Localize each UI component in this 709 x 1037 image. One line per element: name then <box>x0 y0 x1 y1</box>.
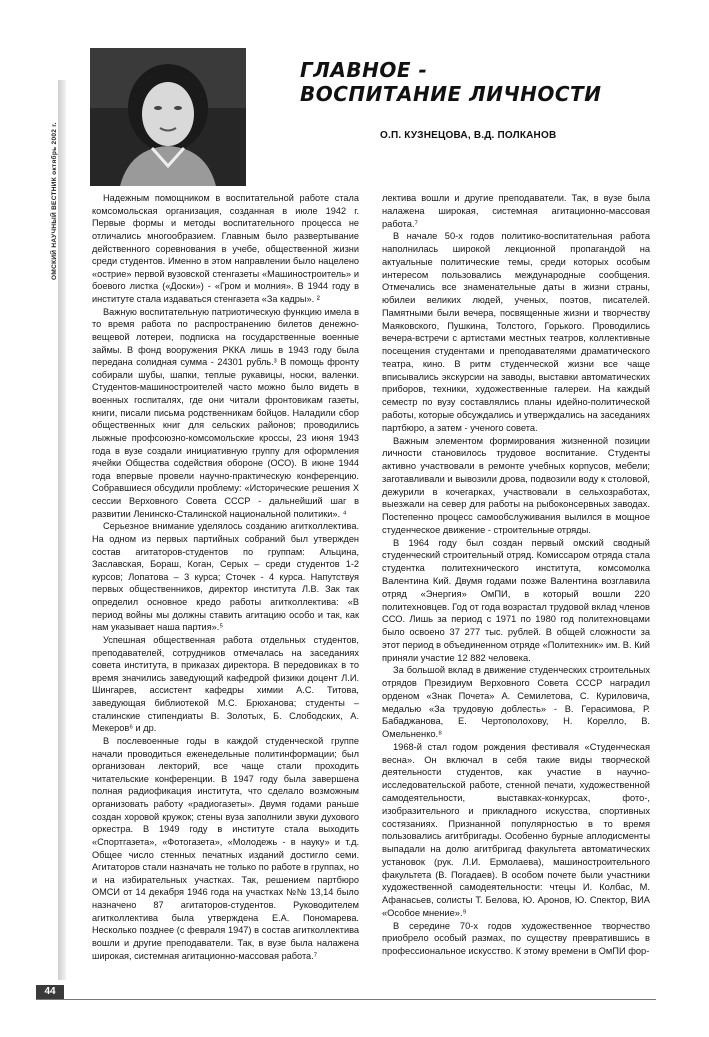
paragraph: В 1964 году был создан первый омский сводный студенческий строительный отряд. Комиссаром отряда стала студентка политехнического института, комсомолка Валентина Кий. Двумя годами позже Валентина возглавила отряд «Энергия» ОмПИ, в который вошли 220 политехновцев. Год от года возрастал трудовой вклад членов ССО. Лишь за период с 1971 по 1980 год политехновцами было освоено 37 277 тыс. рублей. В общей сложности за этот период в объединенном отряде «Политехник» им. В. Кий приняли участие 12 882 человека. <box>382 537 650 663</box>
title-line-1: ГЛАВНОЕ - <box>300 58 428 82</box>
author-photo <box>90 48 246 186</box>
left-column <box>92 192 359 962</box>
article-title <box>300 58 601 106</box>
right-column <box>382 192 650 958</box>
paragraph: Надежным помощником в воспитательной работе стала комсомольская организация, созданная в июле 1942 г. Первые формы и методы воспитательного процесса не отличались многообразием. Главным было развертывание действенного соревнования в учебе, общественной жизни среди студентов. Именно в этом направлении было нацелено «острие» первой вузовской стенгазеты «Машиностроитель» и боевого листка («Доски») - «Гром и молния». В 1944 году в институте стала издаваться стенгазета «За кадры». ² <box>92 193 359 304</box>
spine-bar <box>58 80 66 980</box>
journal-running-head: ОМСКИЙ НАУЧНЫЙ ВЕСТНИК октябрь 2002 г. <box>51 122 58 280</box>
paragraph: В послевоенные годы в каждой студенческой группе начали проводиться еженедельные политинформации; был организован лекторий, все чаще стали проходить читательские конференции. В 1947 году была завершена полная радиофикация института, что сделало возможным организовать работу «радиогазеты». Двумя годами раньше создан хоровой кружок; стены вуза заполнили звуки духового оркестра. В 1949 году в институте стала выходить «Спортгазета», «Фотогазета», «Молодежь - в науку» и т.д. Общее число стенных печатных изданий достигло семи. Агитаторов стали назначать не только по работе в группах, но и на избирательных участках. Так, решением партбюро ОМСИ от 14 декабря 1946 года на участках №№ 13,14 было назначено 87 агитаторов-студентов. Руководителем агитколлектива была утверждена Е.А. Пономарева. Несколько позднее (с февраля 1947) в состав агитколлектива вошли и другие преподаватели. Так, в вузе была налажена широкая, системная агитационно-массовая работа.⁷ <box>92 735 359 961</box>
paragraph: Серьезное внимание уделялось созданию агитколлектива. На одном из первых партийных собраний был утвержден состав агитаторов-студентов по группам: Альцина, Заславская, Бораш, Коган, Серых – среди студентов 1-2 курсов; Лопатова – 3 курса; Сточек - 4 курса. Напутствуя первых общественников, директор института Л.В. Зак так определил основное кредо работы агитколлектива: «В период войны мы должны ставить агитацию особо и так, как нам указывает наша партия».⁵ <box>92 521 359 633</box>
paragraph: За большой вклад в движение студенческих строительных отрядов Президиум Верховного Совета СССР наградил орденом «Знак Почета» А. Семилетова, С. Куриловича, медалью «За трудовую доблесть» - В. Герасимова, Р. Бабаджанова, Е. Чертополохову, Н. Корелло, В. Омельненко.⁸ <box>382 665 650 740</box>
footer-rule <box>36 999 656 1000</box>
article-authors: О.П. КУЗНЕЦОВА, В.Д. ПОЛКАНОВ <box>380 130 557 141</box>
paragraph: Важным элементом формирования жизненной позиции личности становилось трудовое воспитание. Студенты активно участвовали в ремонте учебных корпусов, мебели; заготавливали и вывозили дрова, подвозили воду к столовой, дежурили в кочегарках, участвовали в сельхозработах, выезжали на север для работы на рыбоконсервных заводах. Постепенно процесс самообслуживания вылился в мощное студенческое движение - строительные отряды. <box>382 435 650 535</box>
page-number: 44 <box>36 985 64 999</box>
page-margin <box>0 0 30 1037</box>
paragraph-continuation: лектива вошли и другие преподаватели. Так, в вузе была налажена широкая, системная агитационно-массовая работа.⁷ <box>382 193 650 229</box>
paragraph: Успешная общественная работа отдельных студентов, преподавателей, сотрудников отмечалась на заседаниях совета института, в приказах директора. В передовиках в то время значились заведующий кафедрой физики доцент Л.И. Шингарев, ассистент кафедры химии А.С. Титова, заведующая библиотекой М.С. Брюханова; студенты – сталинские стипендиаты В. Золотых, Б. Слободских, А. Мекеров⁶ и др. <box>92 634 359 734</box>
paragraph: В середине 70-х годов художественное творчество приобрело особый размах, по существу превратившись в профессиональное искусство. К этому времени в ОмПИ фор- <box>382 920 650 957</box>
paragraph: В начале 50-х годов политико-воспитательная работа наполнилась широкой лекционной пропагандой на актуальные политические темы, среди которых особым интересом пользовались международные сообщения. Отмечались все знаменательные даты в жизни страны, юбилеи великих людей, ученых, поэтов, писателей. Памятными были вечера, посвященные жизни и творчеству Маяковского, Пушкина, Толстого, Горького. Проводились вечера-встречи с артистами местных театров, коллективные посещения студентами и преподавателями драматического театра, кино. В ритм студенческой жизни все чаще вписывались экскурсии на заводы, выставки автоматических приборов, техники, художественные галереи. На каждый семестр по вузу составлялись планы идейно-политической работы, которые обсуждались и утверждались на заседаниях партбюро, а затем - ученого совета. <box>382 231 651 433</box>
paragraph: 1968-й стал годом рождения фестиваля «Студенческая весна». Он включал в себя такие виды творческой деятельности студентов, как участие в научно-исследовательской работе, стенной печати, художественной самодеятельности, выставках-конкурсах, фото-, изобразительного и прикладного искусства, спортивных состязаниях. Признанной популярностью в то время пользовались агитбригады. Особенно бурные аплодисменты выпадали на долю агитбригад факультета автоматических установок (рук. Л.И. Ермолаева), машиностроительного факультета (В. Погадаев). В особом почете были участники художественной самодеятельности: чтецы И. Колбас, М. Афанасьев, солисты Т. Белова, Ю. Аронов, Ю. Спектор, ВИА «Особое мнение».⁹ <box>382 741 650 918</box>
title-line-2: ВОСПИТАНИЕ ЛИЧНОСТИ <box>300 82 602 106</box>
paragraph: Важную воспитательную патриотическую функцию имела в то время работа по распространению билетов денежно-вещевой лотереи, подписка на государственные военные займы. В фонд вооружения РККА лишь в 1943 году была передана солидная сумма - 24301 рубль.³ В помощь фронту собирали шубы, шапки, теплые рукавицы, носки, валенки. Студентов-машиностроителей часто можно было видеть в военных госпиталях, где они читали фронтовикам газеты, книги, писали письма родственникам бойцов. Наладили сбор общественных книг для сельских районов; проводились лыжные профсоюзно-комсомольские кроссы, 23 июня 1943 года в вузе создали инициативную группу для оформления ячейки Общества содействия обороне (ОСО). В июне 1944 года впервые провели научно-практическую конференцию. Собравшиеся обсудили проблему: «Исторические решения X сессии Верховного Совета СССР - дальнейший шаг в развитии Ленинско-Сталинской национальной политики». ⁴ <box>92 306 359 519</box>
